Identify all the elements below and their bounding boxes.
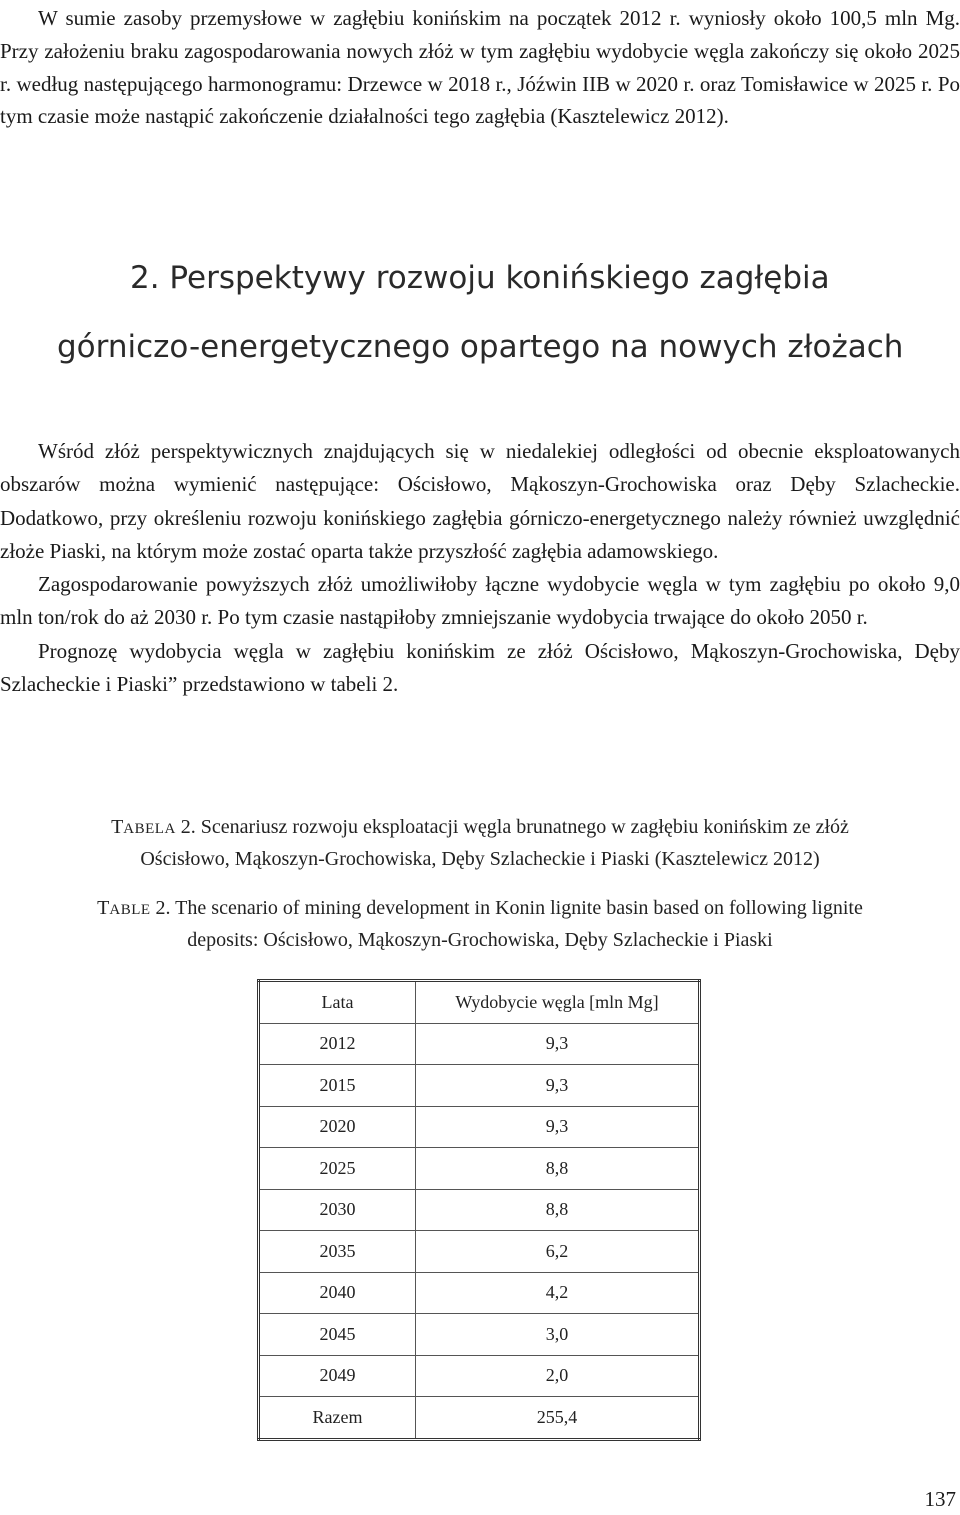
- cell-total-label: Razem: [259, 1397, 416, 1440]
- table-caption-en: [0, 893, 960, 955]
- cell-year: 2049: [259, 1355, 416, 1397]
- cell-value: 3,0: [416, 1314, 700, 1356]
- caption-en-line-1: The scenario of mining development in Konin lignite basin based on following lignite: [170, 897, 863, 919]
- body-paragraph-2: Zagospodarowanie powyższych złóż umożliwiłoby łączne wydobycie węgla w tym zagłębiu po około 9,0 mln ton/rok do aż 2030 r. Po tym czasie nastąpiłoby zmniejszanie wydobycia trwające do około 2050 r.: [0, 572, 960, 630]
- table-header-row: [259, 981, 700, 1024]
- section-body: [0, 435, 960, 701]
- caption-pl-label-rest: ABELA: [123, 821, 176, 837]
- intro-text: [0, 2, 960, 133]
- cell-value: 9,3: [416, 1023, 700, 1065]
- table-row: [259, 1106, 700, 1148]
- table-row: [259, 1148, 700, 1190]
- cell-total-value: 255,4: [416, 1397, 700, 1440]
- cell-year: 2040: [259, 1272, 416, 1314]
- table-row: [259, 1355, 700, 1397]
- caption-en-label-initial: T: [97, 897, 110, 919]
- caption-en-line-2: deposits: Ościsłowo, Mąkoszyn-Grochowiska, Dęby Szlacheckie i Piaski: [187, 929, 773, 951]
- caption-pl-line-1: Scenariusz rozwoju eksploatacji węgla brunatnego w zagłębiu konińskim ze złóż: [195, 816, 849, 838]
- caption-en-number: 2.: [150, 897, 171, 919]
- cell-value: 9,3: [416, 1106, 700, 1148]
- table-row-total: [259, 1397, 700, 1440]
- cell-year: 2045: [259, 1314, 416, 1356]
- cell-value: 6,2: [416, 1231, 700, 1273]
- table-caption-pl: [0, 812, 960, 874]
- cell-value: 4,2: [416, 1272, 700, 1314]
- caption-en-label-rest: ABLE: [109, 902, 151, 918]
- cell-year: 2020: [259, 1106, 416, 1148]
- cell-year: 2030: [259, 1189, 416, 1231]
- header-years: Lata: [259, 981, 416, 1024]
- cell-year: 2015: [259, 1065, 416, 1107]
- cell-value: 2,0: [416, 1355, 700, 1397]
- cell-value: 9,3: [416, 1065, 700, 1107]
- body-paragraph-1: Wśród złóż perspektywicznych znajdujących się w niedalekiej odległości od obecnie eksploatowanych obszarów można wymienić następujące: Ościsłowo, Mąkoszyn-Grochowiska oraz Dęby Szlacheckie. Dodatkowo, przy określeniu rozwoju konińskiego zagłębia górniczo-energetycznego należy również uwzględnić złoże Piaski, na którym może zostać oparta także przyszłość zagłębia adamowskiego.: [0, 439, 960, 563]
- caption-pl-number: 2.: [175, 816, 196, 838]
- table-row: [259, 1272, 700, 1314]
- table-row: [259, 1231, 700, 1273]
- production-table: [257, 979, 701, 1441]
- cell-year: 2035: [259, 1231, 416, 1273]
- caption-pl-label-initial: T: [111, 816, 124, 838]
- table-row: [259, 1023, 700, 1065]
- intro-paragraph: W sumie zasoby przemysłowe w zagłębiu konińskim na początek 2012 r. wyniosły około 100,5 mln Mg. Przy założeniu braku zagospodarowania nowych złóż w tym zagłębiu wydobycie węgla zakończy się około 2025 r. według następującego harmonogramu: Drzewce w 2018 r., Jóźwin IIB w 2020 r. oraz Tomisławice w 2025 r. Po tym czasie może nastąpić zakończenie działalności tego zagłębia (Kasztelewicz 2012).: [0, 6, 960, 129]
- cell-year: 2025: [259, 1148, 416, 1190]
- table-row: [259, 1314, 700, 1356]
- section-heading-line-2: górniczo-energetycznego opartego na nowych złożach: [57, 329, 904, 365]
- cell-year: 2012: [259, 1023, 416, 1065]
- cell-value: 8,8: [416, 1148, 700, 1190]
- header-production: Wydobycie węgla [mln Mg]: [416, 981, 700, 1024]
- caption-pl-line-2: Ościsłowo, Mąkoszyn-Grochowiska, Dęby Szlacheckie i Piaski (Kasztelewicz 2012): [140, 848, 820, 870]
- cell-value: 8,8: [416, 1189, 700, 1231]
- table-row: [259, 1065, 700, 1107]
- page-number: 137: [924, 1487, 956, 1511]
- section-heading-line-1: 2. Perspektywy rozwoju konińskiego zagłębia: [130, 260, 830, 296]
- table-row: [259, 1189, 700, 1231]
- body-paragraph-3: Prognozę wydobycia węgla w zagłębiu konińskim ze złóż Ościsłowo, Mąkoszyn-Grochowiska, Dęby Szlacheckie i Piaski” przedstawiono w tabeli 2.: [0, 638, 960, 697]
